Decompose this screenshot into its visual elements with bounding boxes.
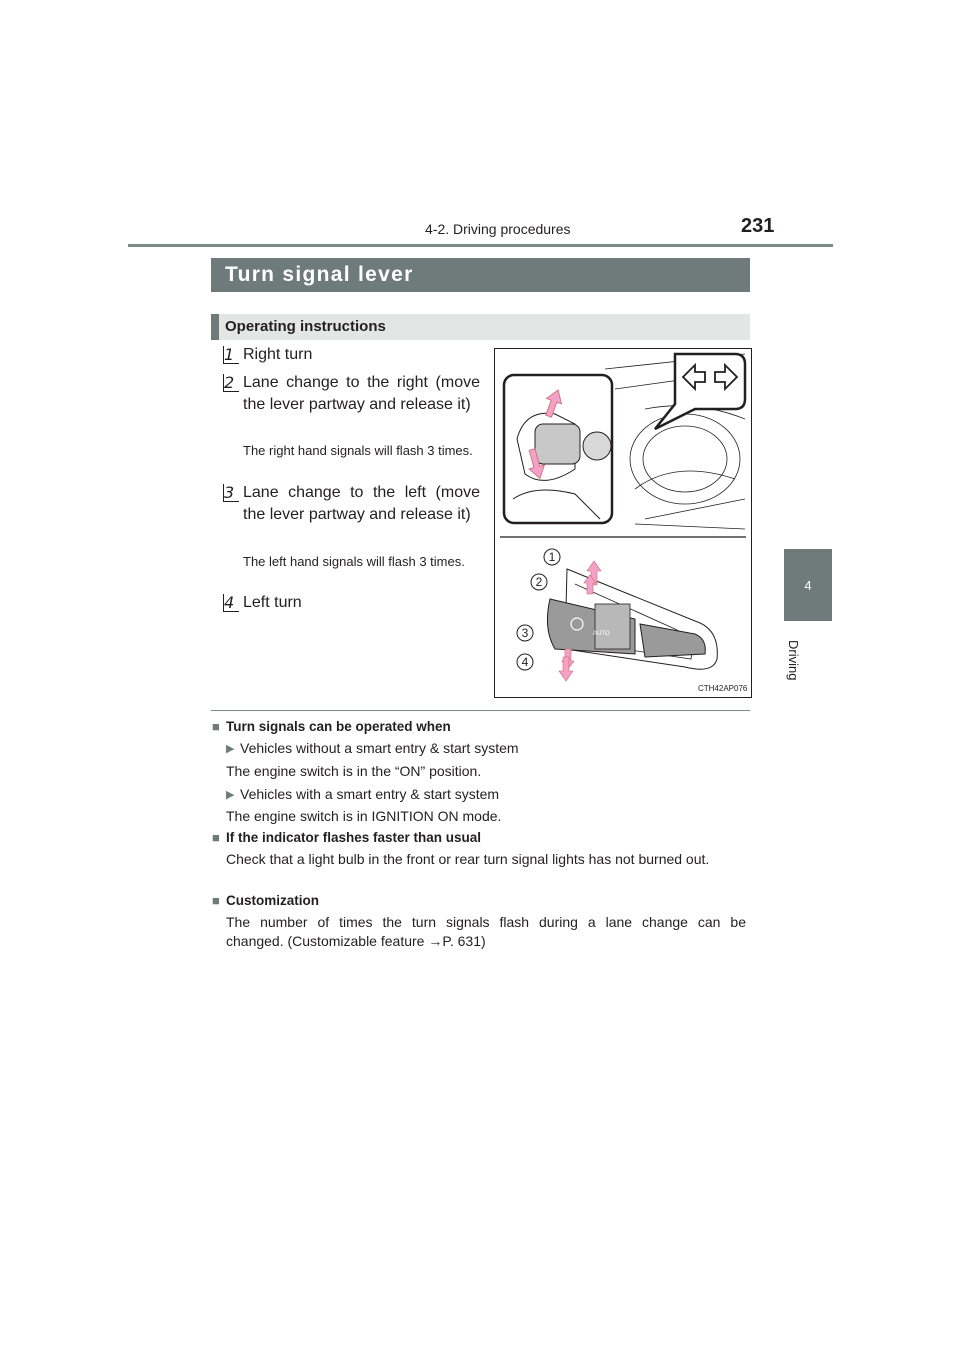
note-square-icon: ■ bbox=[212, 719, 220, 734]
auto-label: AUTO bbox=[593, 631, 610, 637]
page-title: Turn signal lever bbox=[225, 263, 414, 286]
note-bullet: Vehicles without a smart entry & start system bbox=[240, 740, 519, 756]
section-breadcrumb: 4-2. Driving procedures bbox=[425, 221, 571, 237]
callout-label: 1 bbox=[548, 550, 556, 564]
item-text: Lane change to the right (move the lever partway and release it) bbox=[243, 374, 480, 413]
note-text: Check that a light bulb in the front or rear turn signal lights has not burned out. bbox=[226, 851, 710, 867]
note-heading: Customization bbox=[226, 893, 319, 908]
item-number: 1 bbox=[224, 345, 235, 364]
illustration-svg bbox=[495, 349, 751, 697]
page-number: 231 bbox=[741, 215, 775, 237]
item-number: 2 bbox=[224, 373, 235, 392]
lever-zoom-inset bbox=[504, 375, 612, 523]
item-note: The right hand signals will flash 3 times. bbox=[243, 443, 473, 458]
turn-arrows-bubble bbox=[655, 354, 745, 429]
note-square-icon: ■ bbox=[212, 830, 220, 845]
note-square-icon: ■ bbox=[212, 893, 220, 908]
item-text: Lane change to the left (move the lever partway and release it) bbox=[243, 484, 480, 523]
note-bullet: Vehicles with a smart entry & start system bbox=[240, 786, 500, 802]
figure-code: CTH42AP076 bbox=[698, 684, 748, 693]
item-text: Left turn bbox=[243, 594, 302, 611]
note-text: The engine switch is in IGNITION ON mode. bbox=[226, 808, 502, 824]
chapter-number: 4 bbox=[804, 578, 812, 593]
callout-label: 4 bbox=[521, 655, 529, 669]
note-heading: If the indicator flashes faster than usual bbox=[226, 830, 482, 845]
chapter-label bbox=[786, 640, 806, 690]
bullet-triangle-icon: ▶ bbox=[226, 789, 235, 801]
chapter-label-text: Driving bbox=[786, 640, 801, 681]
note-text-line: The number of times the turn signals flash during a lane change can be bbox=[226, 914, 746, 930]
subheading-accent bbox=[211, 314, 219, 340]
lever-diagram bbox=[517, 549, 717, 681]
callout-label: 3 bbox=[521, 626, 529, 640]
item-text: Right turn bbox=[243, 346, 313, 363]
turn-signal-illustration bbox=[494, 348, 752, 698]
callout-label: 2 bbox=[535, 575, 543, 589]
note-text-line: changed. (Customizable feature →P. 631) bbox=[226, 933, 486, 949]
note-heading: Turn signals can be operated when bbox=[226, 719, 451, 734]
item-number: 4 bbox=[224, 593, 235, 612]
notes-separator bbox=[211, 710, 750, 711]
subheading: Operating instructions bbox=[225, 318, 386, 335]
note-text: The engine switch is in the “ON” position. bbox=[226, 763, 482, 779]
item-number: 3 bbox=[224, 483, 235, 502]
header-rule bbox=[128, 244, 833, 247]
item-note: The left hand signals will flash 3 times. bbox=[243, 554, 465, 569]
bullet-triangle-icon: ▶ bbox=[226, 743, 235, 755]
